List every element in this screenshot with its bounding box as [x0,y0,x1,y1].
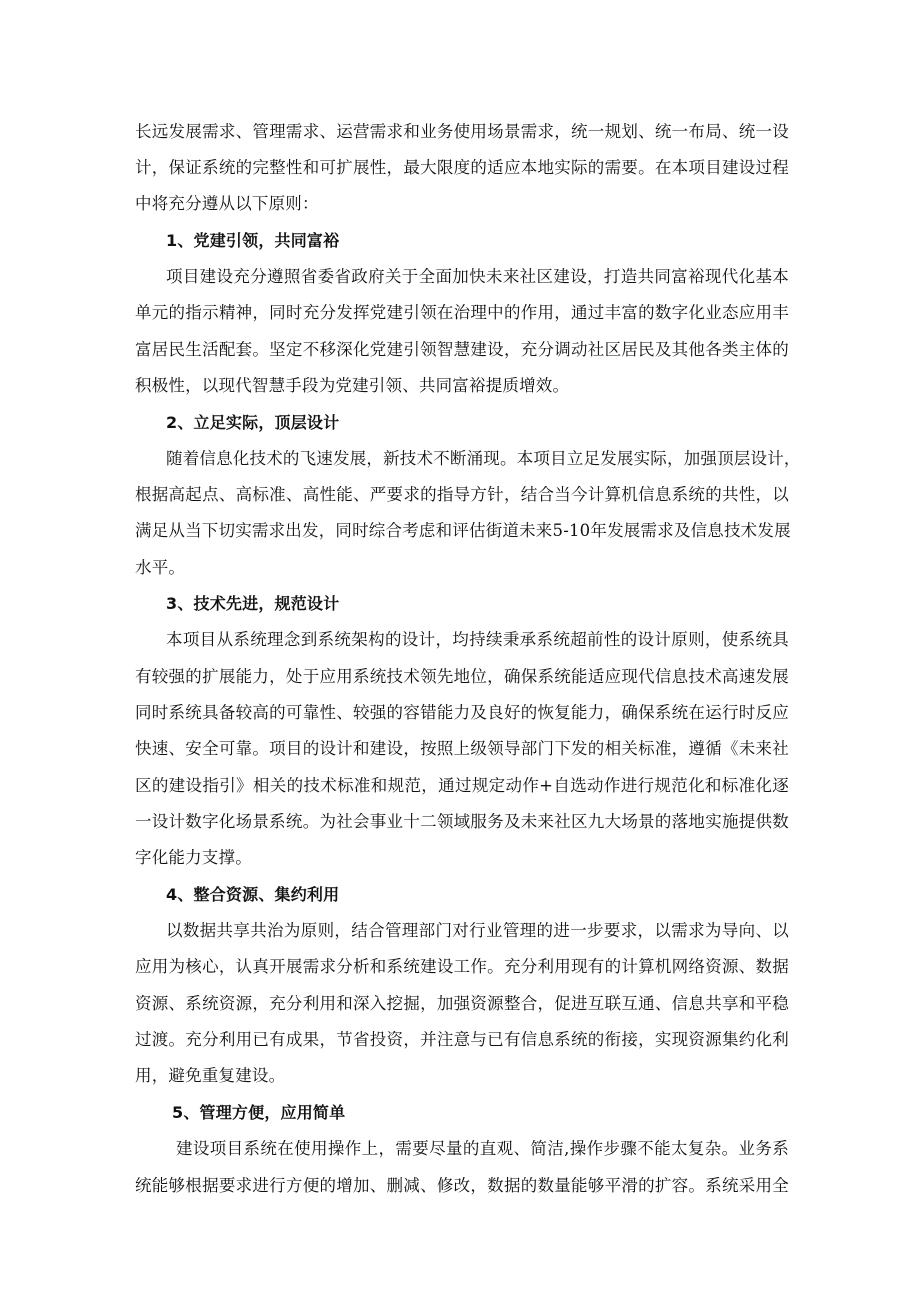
text-line: 中将充分遵从以下原则： [135,194,319,213]
text-line: 本项目从系统理念到系统架构的设计，均持续秉承系统超前性的设计原则，使系统具 [166,630,789,649]
text-line: 积极性，以现代智慧手段为党建引领、共同富裕提质增效。 [135,376,570,395]
section-heading: 3、技术先进，规范设计 [166,594,340,613]
text-line: 满足从当下切实需求出发，同时综合考虑和评估街道未来5-10年发展需求及信息技术发展 [135,521,791,540]
text-line: 同时系统具备较高的可靠性、较强的容错能力及良好的恢复能力，确保系统在运行时反应 [135,703,789,722]
section-heading: 4、整合资源、集约利用 [166,885,340,904]
text-line: 一设计数字化场景系统。为社会事业十二领域服务及未来社区九大场景的落地实施提供数 [135,812,789,831]
text-line: 有较强的扩展能力，处于应用系统技术领先地位，确保系统能适应现代信息技术高速发展 [135,667,789,686]
text-line: 随着信息化技术的飞速发展，新技术不断涌现。本项目立足发展实际，加强顶层设计， [166,449,801,468]
text-line: 富居民生活配套。坚定不移深化党建引领智慧建设，充分调动社区居民及其他各类主体的 [135,340,789,359]
section-heading: 1、党建引领，共同富裕 [166,231,340,250]
text-line: 以数据共享共治为原则，结合管理部门对行业管理的进一步要求，以需求为导向、以 [166,921,789,940]
text-line: 单元的指示精神，同时充分发挥党建引领在治理中的作用，通过丰富的数字化业态应用丰 [135,303,789,322]
text-line: 计，保证系统的完整性和可扩展性，最大限度的适应本地实际的需要。在本项目建设过程 [135,158,789,177]
text-line: 字化能力支撑。 [135,848,252,867]
text-line: 快速、安全可靠。项目的设计和建设，按照上级领导部门下发的相关标准，遵循《未来社 [135,739,789,758]
text-line: 应用为核心，认真开展需求分析和系统建设工作。充分利用现有的计算机网络资源、数据 [135,957,789,976]
text-line: 过渡。充分利用已有成果，节省投资，并注意与已有信息系统的衔接，实现资源集约化利 [135,1030,789,1049]
text-line: 项目建设充分遵照省委省政府关于全面加快未来社区建设，打造共同富裕现代化基本 [166,267,789,286]
section-heading: 2、立足实际，顶层设计 [166,413,340,432]
text-line: 建设项目系统在使用操作上，需要尽量的直观、简洁,操作步骤不能太复杂。业务系 [176,1139,789,1158]
text-line: 水平。 [135,558,186,577]
text-line: 根据高起点、高标准、高性能、严要求的指导方针，结合当今计算机信息系统的共性，以 [135,485,789,504]
text-line: 长远发展需求、管理需求、运营需求和业务使用场景需求，统一规划、统一布局、统一设 [135,122,789,141]
text-line: 用，避免重复建设。 [135,1066,286,1085]
section-heading: 5、管理方便，应用简单 [172,1103,346,1122]
text-line: 统能够根据要求进行方便的增加、删减、修改，数据的数量能够平滑的扩容。系统采用全 [135,1176,789,1195]
text-line: 区的建设指引》相关的技术标准和规范，通过规定动作+自选动作进行规范化和标准化逐 [135,776,789,795]
text-line: 资源、系统资源，充分利用和深入挖掘，加强资源整合，促进互联互通、信息共享和平稳 [135,994,789,1013]
